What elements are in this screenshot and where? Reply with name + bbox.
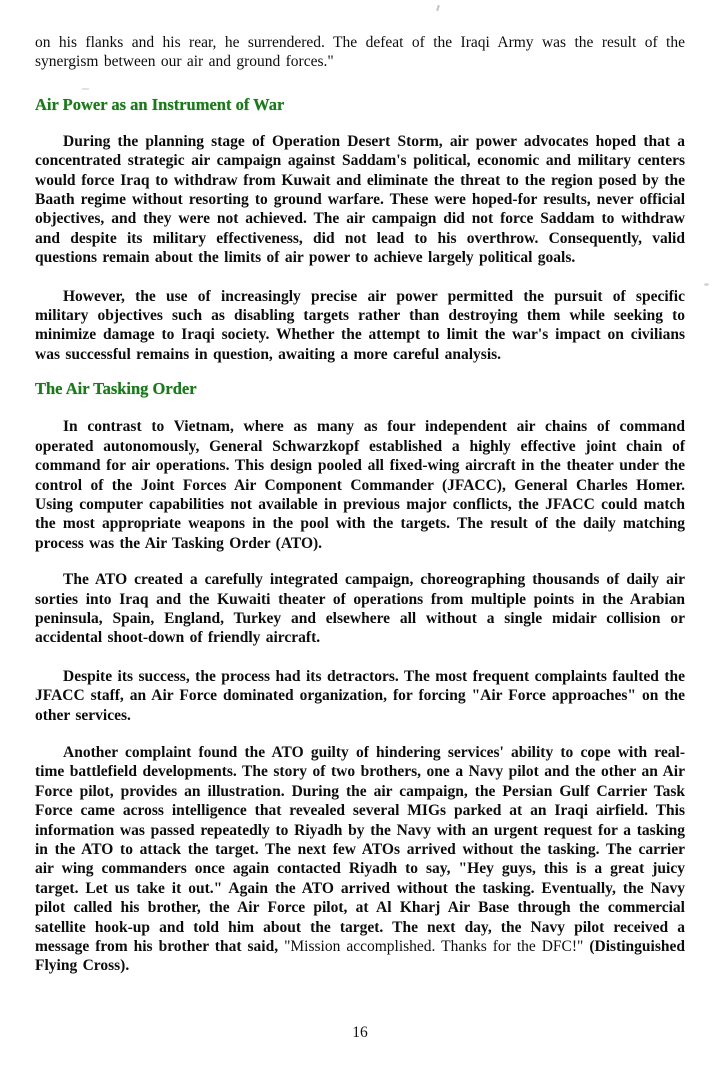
distinguished-flying-cross-note: (Distinguished Flying Cross). — [35, 938, 685, 975]
scan-artifact-right-smudge — [704, 283, 709, 286]
section-heading-air-tasking-order: The Air Tasking Order — [35, 379, 197, 399]
two-brothers-story-main-text: Another complaint found the ATO guilty of hindering services' ability to cope with real-time battlefield developments. The story of two brothers, one a Navy pilot and the other an Air Force pilot, provides an illustration. During the air campaign, the Persian Gulf Carrier Task Force came across intelligence that revealed several MIGs parked at an Iraqi airfield. This information was passed repeatedly to Riyadh by the Navy with an urgent request for a tasking in the ATO to attack the target. The next few ATOs arrived without the tasking. The carrier air wing commanders once again contacted Riyadh to say, "Hey guys, this is a great juicy target. Let us take it out." Again the ATO arrived without the tasking. Eventually, the Navy pilot called his brother, the Air Force pilot, at Al Kharj Air Base through the commercial satellite hook-up and told him about the target. The next day, the Navy pilot received a message from his brother that said, — [35, 743, 685, 956]
paragraph-two-brothers-story — [35, 743, 685, 976]
section-heading-air-power-instrument-of-war: Air Power as an Instrument of War — [35, 94, 285, 114]
paragraph-ato-detractors: Despite its success, the process had its detractors. The most frequent complaints faulted the JFACC staff, an Air Force dominated organization, for forcing "Air Force approaches" on the other services. — [35, 667, 685, 724]
paragraph-planning-stage: During the planning stage of Operation Desert Storm, air power advocates hoped that a concentrated strategic air campaign against Saddam's political, economic and military centers would force Iraq to withdraw from Kuwait and eliminate the threat to the region posed by the Baath regime without resorting to ground warfare. These were hoped-for results, never official objectives, and they were not achieved. The air campaign did not force Saddam to withdraw and despite its military effectiveness, did not lead to his overthrow. Consequently, valid questions remain about the limits of air power to achieve largely political goals. — [35, 132, 685, 267]
text-column — [35, 0, 685, 976]
paragraph-joint-chain-of-command: In contrast to Vietnam, where as many as four independent air chains of command operated autonomously, General Schwarzkopf established a highly effective joint chain of command for air operations. This design pooled all fixed-wing aircraft in the theater under the control of the Joint Forces Air Component Commander (JFACC), General Charles Homer. Using computer capabilities not available in previous major conflicts, the JFACC could match the most appropriate weapons in the pool with the targets. The result of the daily matching process was the Air Tasking Order (ATO). — [35, 418, 685, 552]
continuation-paragraph: on his flanks and his rear, he surrendered. The defeat of the Iraqi Army was the result of the synergism between our air and ground forces." — [35, 34, 685, 71]
page-number: 16 — [352, 1024, 368, 1041]
paragraph-ato-integrated-campaign: The ATO created a carefully integrated campaign, choreographing thousands of daily air sorties into Iraq and the Kuwaiti theater of operations from multiple points in the Arabian peninsula, Spain, England, Turkey and elsewhere all without a single midair collision or accidental shoot-down of friendly aircraft. — [35, 571, 685, 647]
paragraph-precise-air-power: However, the use of increasingly precise air power permitted the pursuit of specific military objectives such as disabling targets rather than destroying them while seeking to minimize damage to Iraqi society. Whether the attempt to limit the war's impact on civilians was successful remains in question, awaiting a more careful analysis. — [35, 287, 685, 363]
mission-accomplished-quote: "Mission accomplished. Thanks for the DFC!" — [284, 938, 590, 956]
